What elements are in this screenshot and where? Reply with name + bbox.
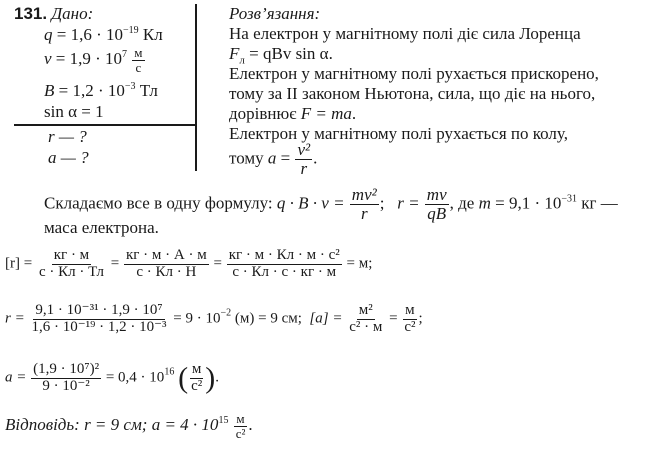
find-r: r — ? (48, 127, 87, 146)
v-unit-fraction: $\frac{м}{с}$ (134, 45, 143, 75)
solution-line-4: тому за II законом Ньютона, сила, що діє на нього, (229, 84, 596, 103)
answer-line: Відповідь: r = 9 см; $a = 4 \cdot 10^{15}$ $\frac{м}{\text{с²}}$ . (5, 411, 253, 441)
units-a-frac-2: $\frac{м}{\text{с²}}$ (404, 302, 416, 335)
given-label: Дано: (51, 4, 94, 23)
calc-a-unit-fraction: $\frac{м}{\text{с²}}$ (191, 361, 203, 394)
calc-a-line: a = $\frac{\text{(1,9 · 10⁷)²}}{\text{9 · 10⁻²}}$ = $0,4 \cdot 10^{16}$ ( $\frac{м}{\text{с²}}$ ). (5, 361, 219, 395)
combined-formula-line: Складаємо все в одну формулу: q · B · v = $\frac{\text{mv²}}{r}$ ; r = $\frac{mv}{qB}$ , де $m = 9,1 \cdot 10^{-31}$ кг — (44, 185, 618, 223)
given-B: $B = 1,2 \cdot 10^{-3}$ Тл (44, 81, 158, 100)
given-divider-vertical (195, 4, 197, 171)
solution-line-3: Електрон у магнітному полі рухається прискорено, (229, 64, 599, 83)
answer-label: Відповідь: (5, 415, 80, 435)
units-r-frac-2: $\frac{кг \cdot м \cdot А \cdot м}{с \cdot Кл \cdot Н}$ (125, 247, 207, 280)
mv2-over-r-fraction: $\frac{\text{mv²}}{r}$ (351, 185, 377, 223)
problem-header (14, 4, 93, 24)
paren-left: ( (178, 361, 189, 395)
find-a: a — ? (48, 148, 89, 167)
combined-line-2: маса електрона. (44, 218, 159, 237)
solution-line-6: Електрон у магнітному полі рухається по колу, (229, 124, 568, 143)
units-r-line: [r] = $\frac{кг \cdot м}{с \cdot Кл \cdot Тл}$ = $\frac{кг \cdot м \cdot А \cdot м}{с \cdot Кл \cdot Н}$ = $\frac{\text{кг · м · Кл · м · с²}}{с \cdot Кл \cdot с \cdot кг \cdot м}$ = м; (5, 247, 373, 280)
units-a-frac-1: $\frac{\text{м²}}{\text{с² · м}}$ (349, 302, 383, 335)
solution-line-7: тому a = $\frac{\text{v²}}{r}$ . (229, 140, 318, 178)
units-r-frac-3: $\frac{\text{кг · м · Кл · м · с²}}{с \cdot Кл \cdot с \cdot кг \cdot м}$ (228, 247, 340, 280)
v2-over-r-fraction: $\frac{\text{v²}}{r}$ (297, 140, 311, 178)
lorentz-formula: $F_л$ = qBv sin α. (229, 44, 333, 67)
calc-a-fraction: $\frac{\text{(1,9 · 10⁷)²}}{\text{9 · 10⁻²}}$ (33, 361, 100, 394)
problem-number: 131. (14, 4, 48, 23)
mv-over-qB-fraction: $\frac{mv}{qB}$ (426, 185, 447, 223)
calc-r-fraction: $\frac{\text{9,1 · 10⁻³¹ · 1,9 · 10⁷}}{\text{1,6 · 10⁻¹⁹ · 1,2 · 10⁻³}}$ (31, 302, 167, 335)
solution-line-1: На електрон у магнітному полі діє сила Лоренца (229, 24, 581, 43)
given-divider-horizontal (14, 124, 195, 126)
given-sin: sin α = 1 (44, 102, 104, 121)
calc-r-line: r = $\frac{\text{9,1 · 10⁻³¹ · 1,9 · 10⁷}}{\text{1,6 · 10⁻¹⁹ · 1,2 · 10⁻³}}$ = $9 \cdot 10^{-2}$ (м) = 9 см; [a] = $\frac{\text{м²}}{\text{с² · м}}$ = $\frac{м}{\text{с²}}$ ; (5, 302, 423, 335)
solution-line-5: дорівнює F = ma. (229, 104, 357, 123)
units-r-frac-1: $\frac{кг \cdot м}{с \cdot Кл \cdot Тл}$ (38, 247, 104, 280)
solution-heading: Розв’язання: (229, 4, 321, 23)
given-v: $v = 1,9 \cdot 10^7$ $\frac{м}{с}$ (44, 45, 143, 75)
given-q: $q = 1,6 \cdot 10^{-19}$ Кл (44, 25, 163, 44)
paren-right: ) (205, 361, 216, 395)
answer-unit-fraction: $\frac{м}{\text{с²}}$ (235, 411, 246, 441)
